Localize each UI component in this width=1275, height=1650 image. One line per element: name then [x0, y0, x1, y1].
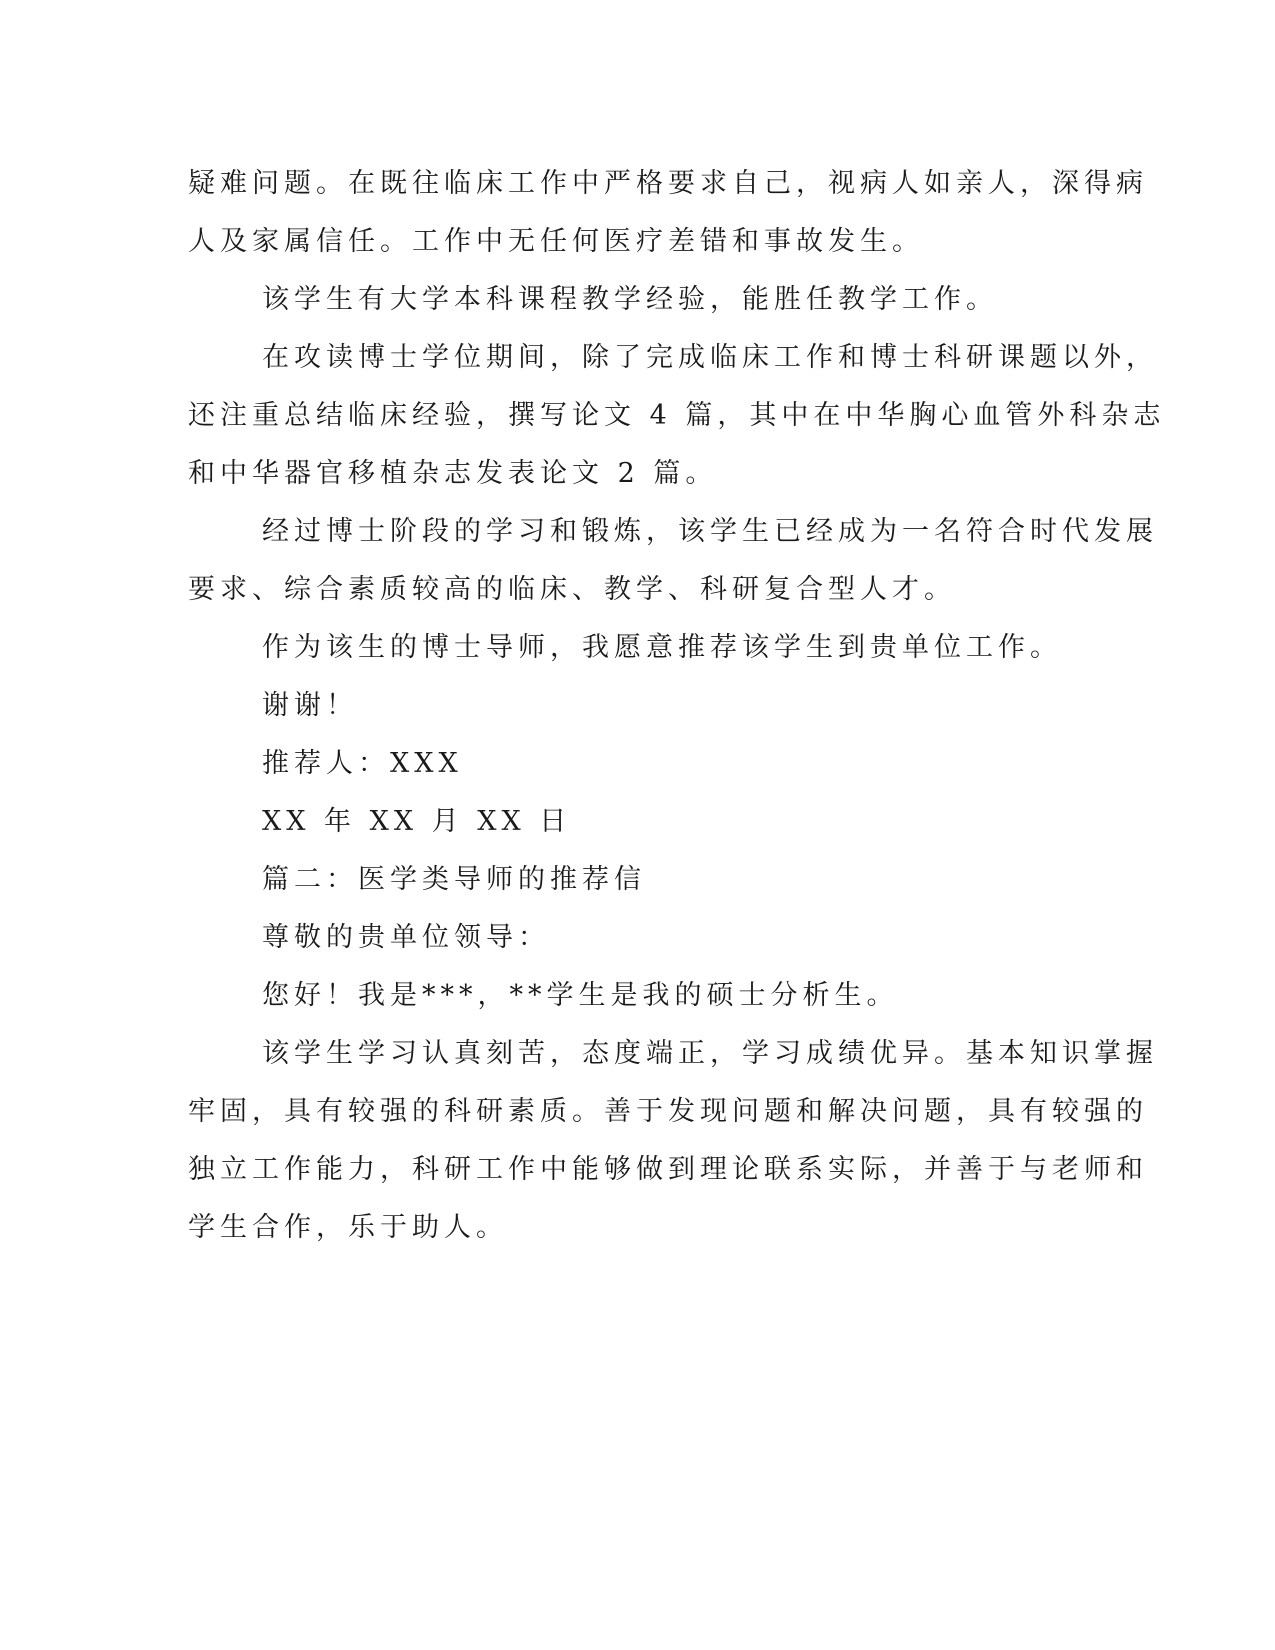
- text-line: 独立工作能力，科研工作中能够做到理论联系实际，并善于与老师和: [188, 1154, 1148, 1185]
- text-line: 学生合作，乐于助人。: [188, 1212, 508, 1243]
- text-line: 作为该生的博士导师，我愿意推荐该学生到贵单位工作。: [262, 632, 1062, 663]
- text-line: 还注重总结临床经验，撰写论文 4 篇，其中在中华胸心血管外科杂志: [188, 400, 1166, 431]
- salutation: 尊敬的贵单位领导：: [262, 922, 550, 953]
- section-title: 篇二：医学类导师的推荐信: [262, 864, 646, 895]
- text-line: 该学生学习认真刻苦，态度端正，学习成绩优异。基本知识掌握: [262, 1038, 1158, 1069]
- text-line: 牢固，具有较强的科研素质。善于发现问题和解决问题，具有较强的: [188, 1096, 1148, 1127]
- text-line: 要求、综合素质较高的临床、教学、科研复合型人才。: [188, 574, 956, 605]
- text-line: 您好！我是***，**学生是我的硕士分析生。: [262, 980, 899, 1011]
- text-line: 经过博士阶段的学习和锻炼，该学生已经成为一名符合时代发展: [262, 516, 1158, 547]
- text-line: 和中华器官移植杂志发表论文 2 篇。: [188, 458, 718, 489]
- text-line: 疑难问题。在既往临床工作中严格要求自己，视病人如亲人，深得病: [188, 168, 1148, 199]
- text-line: 人及家属信任。工作中无任何医疗差错和事故发生。: [188, 226, 924, 257]
- date-line: XX 年 XX 月 XX 日: [262, 806, 572, 837]
- text-line: 在攻读博士学位期间，除了完成临床工作和博士科研课题以外，: [262, 342, 1158, 373]
- text-line: 谢谢！: [262, 690, 358, 721]
- recommender-line: 推荐人：XXX: [262, 748, 463, 779]
- text-line: 该学生有大学本科课程教学经验，能胜任教学工作。: [262, 284, 998, 315]
